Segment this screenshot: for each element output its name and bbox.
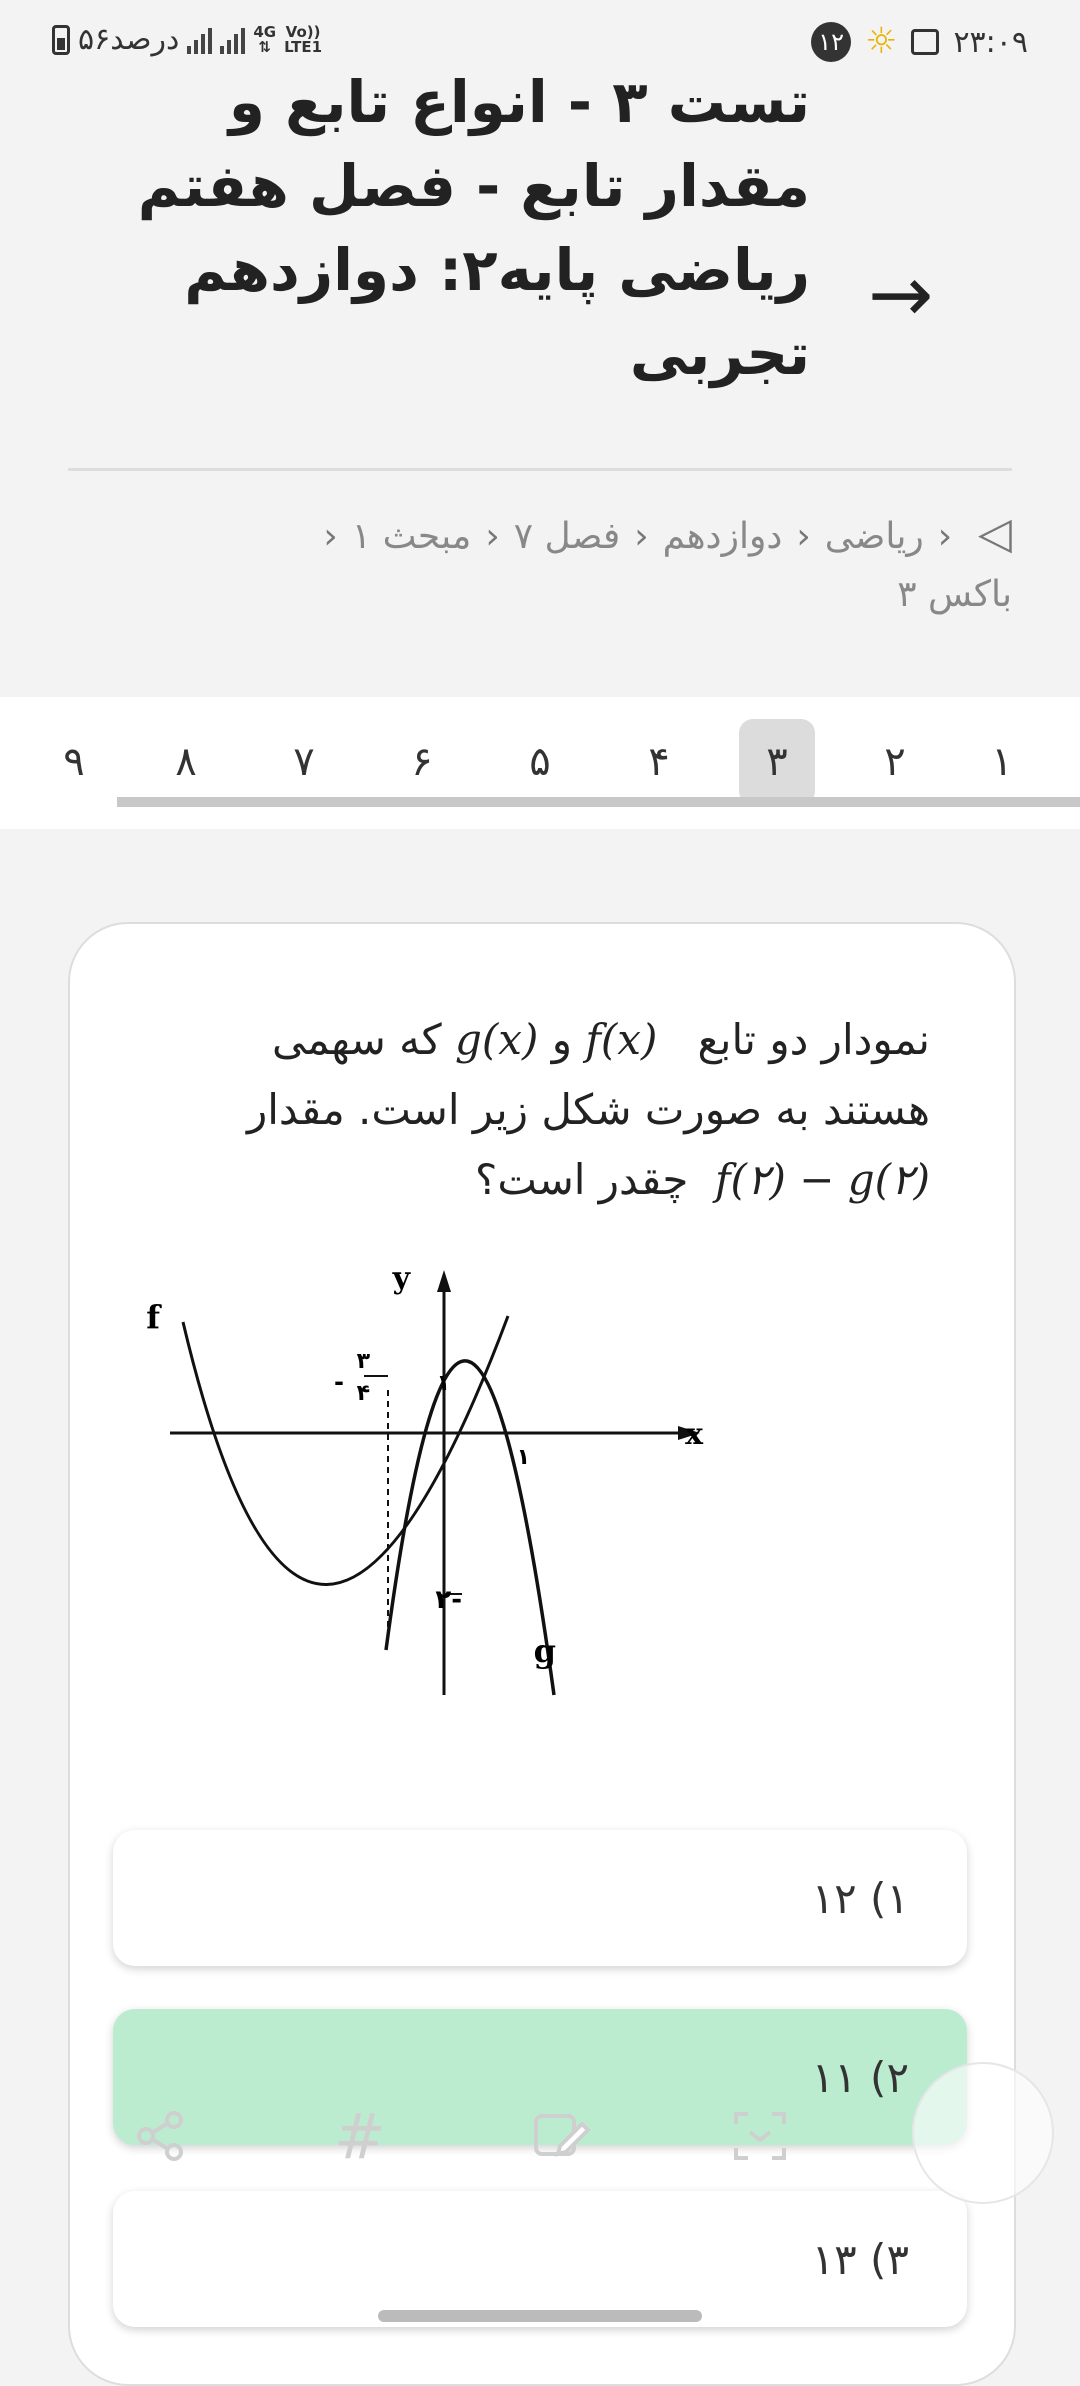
tab-question-9[interactable]: ۹	[63, 739, 85, 785]
label-frac-den: ۴	[356, 1381, 370, 1406]
tab-question-7[interactable]: ۷	[293, 739, 315, 785]
label-frac-sign: -	[334, 1368, 344, 1396]
page-title	[90, 60, 810, 396]
answer-option-1[interactable]: ۱) ۱۲	[113, 1830, 967, 1966]
title-line: تجربی	[629, 320, 810, 388]
play-icon[interactable]: ◁	[978, 508, 1012, 559]
header-divider	[68, 468, 1012, 471]
back-arrow-icon[interactable]: →	[868, 250, 934, 340]
breadcrumb-item[interactable]: دوازدهم	[662, 516, 783, 557]
question-part: نمودار دو تابع	[697, 1015, 930, 1064]
scan-icon[interactable]	[720, 2096, 800, 2176]
tab-question-3[interactable]: ۳	[739, 719, 815, 805]
curve-f	[183, 1316, 508, 1585]
tab-question-6[interactable]: ۶	[411, 739, 433, 785]
tab-question-1[interactable]: ۱	[991, 739, 1013, 785]
status-right	[811, 22, 1028, 62]
network-type: 4G ⇅	[253, 22, 277, 56]
label-g: g	[533, 1632, 556, 1670]
label-x: x	[685, 1417, 703, 1452]
notification-count-badge: ۱۲	[811, 22, 851, 62]
edit-note-icon[interactable]	[520, 2096, 600, 2176]
label-one-top: ۱	[436, 1371, 450, 1396]
chevron-icon: ‹	[323, 516, 338, 557]
weather-sun-icon: ☼	[865, 21, 898, 62]
chevron-icon: ‹	[485, 516, 500, 557]
title-line: تست ۳ - انواع تابع و	[228, 68, 810, 136]
answer-option-2-correct[interactable]: ۲) ۱۱	[113, 2009, 967, 2145]
label-y: y	[392, 1261, 410, 1296]
question-part: و	[551, 1015, 573, 1064]
tab-question-5[interactable]: ۵	[529, 739, 551, 785]
label-frac-num: ۳	[356, 1349, 370, 1374]
volte-indicator: Vo)) LTE1	[284, 22, 323, 56]
signal-icon-2	[220, 26, 245, 54]
label-f: f	[146, 1298, 160, 1336]
tabs-scrollbar[interactable]	[117, 797, 1080, 807]
floating-toolbar	[30, 2064, 1050, 2204]
question-part: که سهمی هستند به صورت شکل زیر است. مقدار	[246, 1015, 930, 1134]
battery-icon	[52, 25, 70, 55]
status-left	[52, 22, 322, 57]
gesture-nav-bar[interactable]	[378, 2310, 702, 2322]
gallery-icon	[911, 29, 939, 55]
question-tabs	[0, 697, 1080, 829]
question-part: چقدر است؟	[475, 1155, 689, 1204]
label-one-right: ۱	[516, 1445, 530, 1470]
math-f: f(x)	[585, 1015, 658, 1064]
floating-preview-thumbnail[interactable]	[912, 2062, 1054, 2204]
signal-icon	[187, 26, 212, 54]
tab-question-8[interactable]: ۸	[175, 739, 197, 785]
breadcrumb-item[interactable]: فصل ۷	[513, 516, 621, 557]
chevron-icon: ‹	[796, 516, 811, 557]
breadcrumb	[68, 505, 1012, 624]
function-graph-figure	[148, 1250, 723, 1705]
breadcrumb-item[interactable]: باکس ۳	[897, 574, 1012, 615]
tab-question-4[interactable]: ۴	[648, 739, 670, 785]
breadcrumb-item[interactable]: ریاضی	[824, 516, 924, 557]
math-expression: f(۲) − g(۲)	[715, 1155, 930, 1204]
answer-option-3[interactable]: ۳) ۱۳	[113, 2191, 967, 2327]
title-line: ریاضی پایه۲: دوازدهم	[184, 236, 810, 304]
tab-question-2[interactable]: ۲	[884, 739, 906, 785]
breadcrumb-item[interactable]: مبحث ۱	[351, 516, 472, 557]
label-minus-two: -۲	[435, 1585, 462, 1615]
math-g: g(x)	[455, 1015, 539, 1064]
y-axis-arrow	[437, 1270, 451, 1292]
battery-text: ۵۶درصد	[78, 22, 180, 57]
chevron-icon: ‹	[634, 516, 649, 557]
chevron-icon: ‹	[937, 516, 953, 557]
hashtag-icon[interactable]: #	[334, 2099, 386, 2173]
clock: ۲۳:۰۹	[953, 24, 1028, 60]
title-line: مقدار تابع - فصل هفتم	[137, 152, 810, 220]
question-text	[170, 1005, 930, 1215]
share-icon[interactable]	[120, 2096, 200, 2176]
